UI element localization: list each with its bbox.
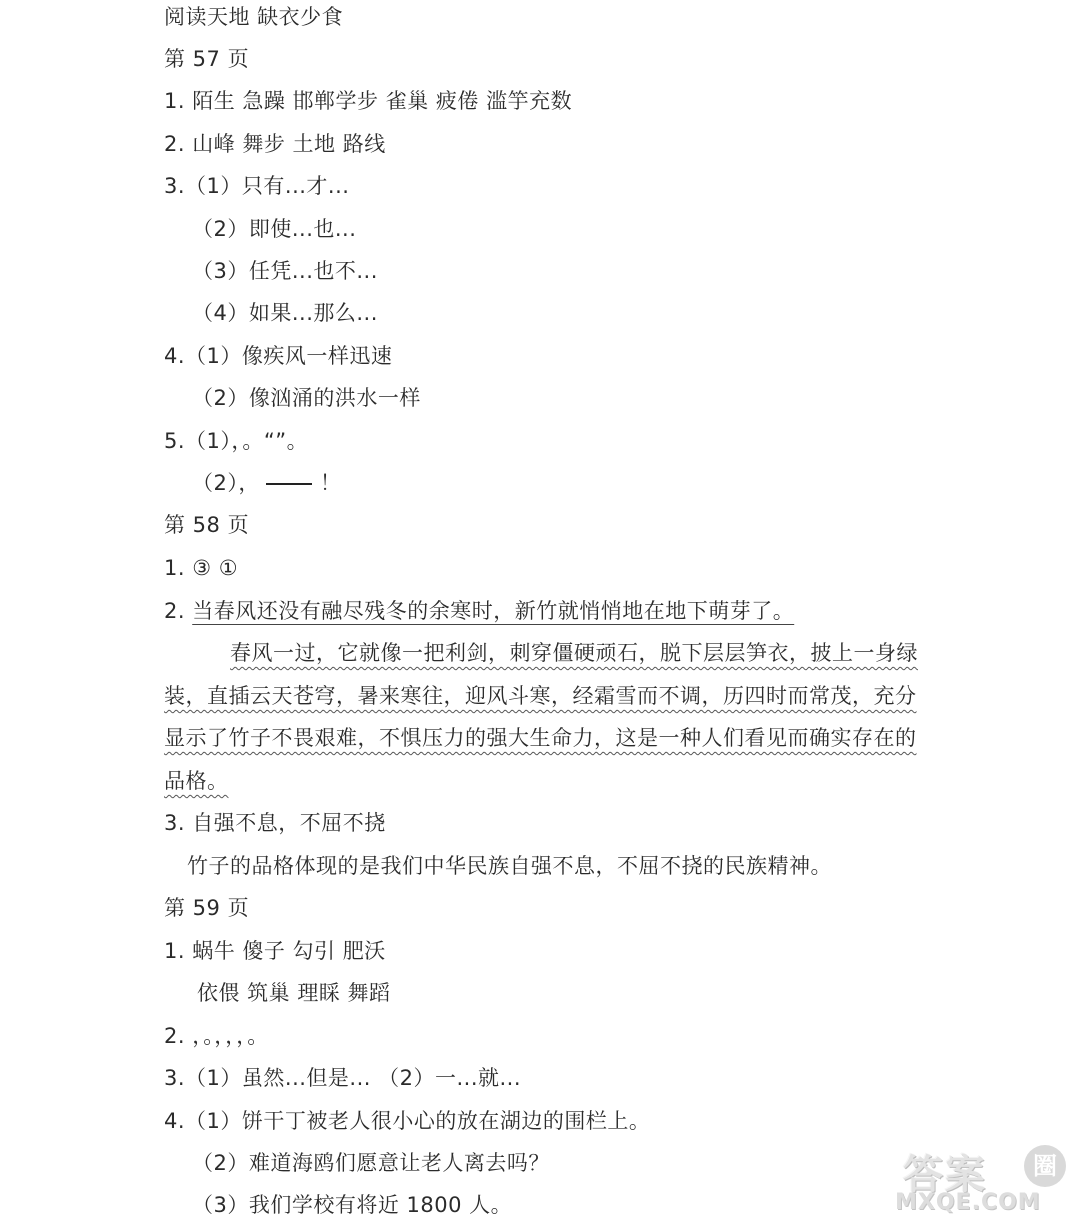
page58-q2 bbox=[164, 596, 794, 626]
page57-q3-4: （4）如果...那么... bbox=[192, 301, 378, 325]
page58-q3: 3. 自强不息，不屈不挠 bbox=[164, 811, 386, 835]
page57-q3-3: （3）任凭...也不... bbox=[192, 259, 378, 283]
page59-q4-2: （2）难道海鸥们愿意让老人离去吗？ bbox=[192, 1151, 550, 1175]
page59-q1-a: 1. 蜗牛 傻子 勾引 肥沃 bbox=[164, 939, 386, 963]
watermark-domain: MXQE.COM bbox=[895, 1190, 1041, 1215]
watermark-logo bbox=[895, 1143, 1070, 1215]
page58-q2-underlined-sentence: 当春风还没有融尽残冬的余寒时，新竹就悄悄地在地下萌芽了。 bbox=[192, 599, 795, 623]
page58-q2-wavy-line-4: 品格。 bbox=[164, 769, 229, 793]
page58-q2-number: 2. bbox=[164, 599, 193, 623]
page57-q4-2: （2）像汹涌的洪水一样 bbox=[192, 386, 421, 410]
page57-q5-2-end: ！ bbox=[319, 471, 342, 495]
page57-q5-2 bbox=[192, 468, 341, 498]
page58-q1: 1. ③ ① bbox=[164, 556, 239, 580]
page58-q2-wavy-line-3: 显示了竹子不畏艰难，不惧压力的强大生命力，这是一种人们看见而确实存在的 bbox=[164, 726, 917, 750]
page59-q4-3: （3）我们学校有将近 1800 人。 bbox=[192, 1193, 513, 1217]
page57-q5-1: 5.（1），。“”。 bbox=[164, 429, 309, 453]
page57-q5-2-text: （2）， bbox=[192, 471, 260, 495]
page59-q3: 3.（1）虽然...但是... （2）一...就... bbox=[164, 1066, 522, 1090]
page57-q4-1: 4.（1）像疾风一样迅速 bbox=[164, 344, 393, 368]
page57-q2: 2. 山峰 舞步 土地 路线 bbox=[164, 132, 386, 156]
page59-q2: 2. ，。，，，。 bbox=[164, 1024, 269, 1048]
page57-q3-1: 3.（1）只有...才... bbox=[164, 174, 350, 198]
watermark-text: 答案 bbox=[903, 1152, 987, 1198]
page57-title: 第 57 页 bbox=[164, 47, 250, 71]
page57-q3-2: （2）即使...也... bbox=[192, 217, 357, 241]
section-header: 阅读天地 缺衣少食 bbox=[164, 5, 344, 29]
page58-q2-wavy-line-1: 春风一过，它就像一把利剑，刺穿僵硬顽石，脱下层层笋衣，披上一身绿 bbox=[230, 641, 918, 665]
page59-q4-1: 4.（1）饼干丁被老人很小心的放在湖边的围栏上。 bbox=[164, 1109, 651, 1133]
page58-title: 第 58 页 bbox=[164, 513, 250, 537]
page59-q1-b: 依偎 筑巢 理睬 舞蹈 bbox=[197, 981, 391, 1005]
page58-q2-wavy-line-2: 装，直插云天苍穹，暑来寒往，迎风斗寒，经霜雪而不调，历四时而常茂，充分 bbox=[164, 684, 917, 708]
page58-q3-answer: 竹子的品格体现的是我们中华民族自强不息，不屈不挠的民族精神。 bbox=[187, 854, 832, 878]
dash-mark bbox=[266, 483, 312, 485]
page59-title: 第 59 页 bbox=[164, 896, 250, 920]
page57-q1: 1. 陌生 急躁 邯郸学步 雀巢 疲倦 滥竽充数 bbox=[164, 89, 573, 113]
watermark-seal-icon: 圈 bbox=[1024, 1145, 1066, 1187]
